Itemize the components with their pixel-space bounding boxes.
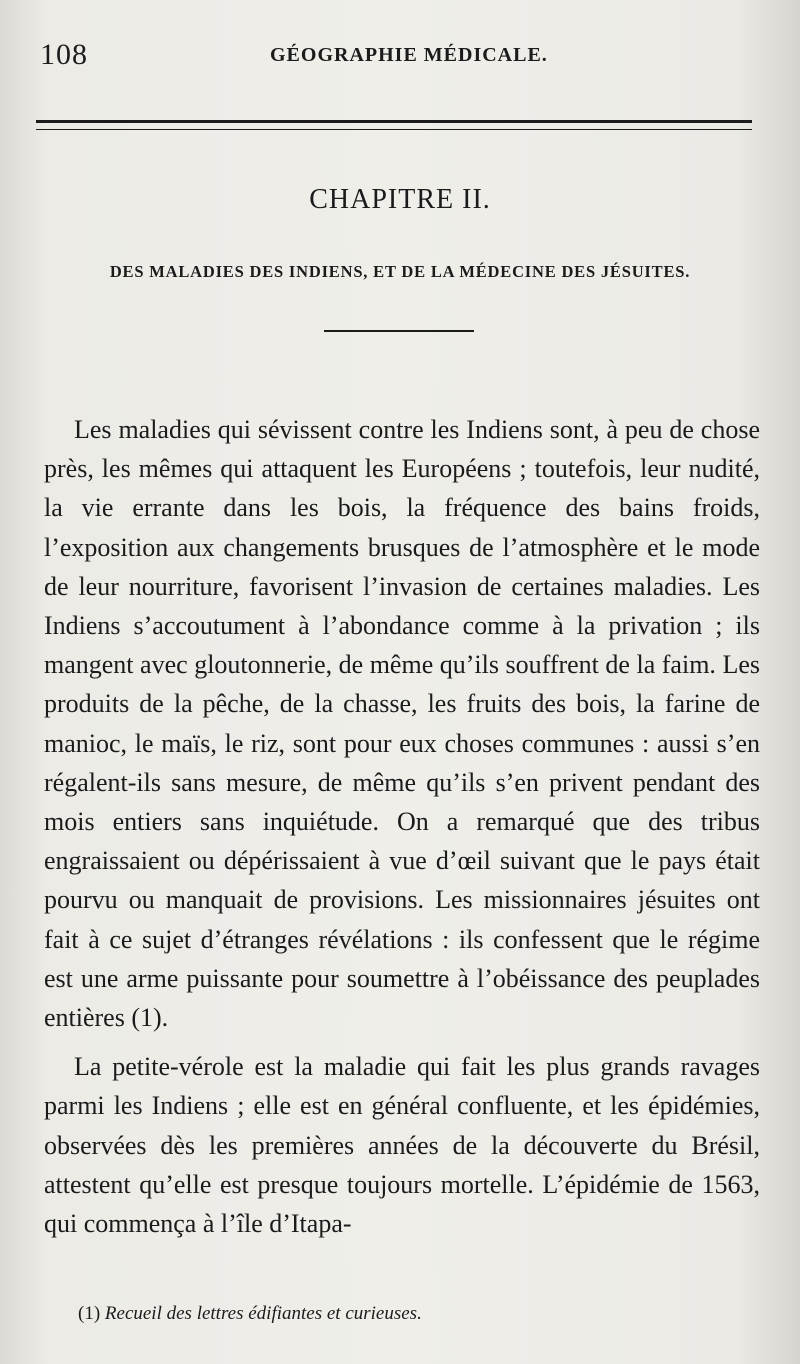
paragraph: Les maladies qui sévissent contre les Indiens sont, à peu de chose près, les mêmes qui attaquent les Européens ; toutefois, leur nudité, la vie errante dans les bois, la fréquence des bains froids, l’exposition aux changements brusques de l’atmosphère et le mode de leur nourriture, favorisent l’invasion de certaines maladies. Les Indiens s’accoutument à l’abondance comme à la privation ; ils mangent avec gloutonnerie, de même qu’ils souffrent de la faim. Les produits de la pêche, de la chasse, les fruits des bois, la farine de manioc, le maïs, le riz, sont pour eux choses communes : aussi s’en régalent-ils sans mesure, de même qu’ils s’en privent pendant des mois entiers sans inquiétude. On a remarqué que des tribus engraissaient ou dépérissaient à vue d’œil suivant que le pays était pourvu ou manquait de provisions. Les missionnaires jésuites ont fait à ce sujet d’étranges révélations : ils confessent que le régime est une arme puissante pour soumettre à l’obéissance des peuplades entières (1). [44,415,760,1033]
page-number: 108 [40,38,88,71]
body-text [44,410,760,1253]
chapter-subtitle: DES MALADIES DES INDIENS, ET DE LA MÉDECINE DES JÉSUITES. [109,262,691,281]
footnote-marker: (1) [78,1303,101,1324]
page-header [40,38,760,78]
chapter-title: CHAPITRE II. [309,184,491,215]
footnote-text: Recueil des lettres édifiantes et curieuses. [104,1303,422,1324]
footnote [78,1303,422,1325]
header-rule [36,120,752,130]
running-title: GÉOGRAPHIE MÉDICALE. [270,44,548,66]
chapter-divider [324,330,474,332]
paragraph: La petite-vérole est la maladie qui fait les plus grands ravages parmi les Indiens ; elle est en général confluente, et les épidémies, observées dès les premières années de la découverte du Brésil, attestent qu’elle est presque toujours mortelle. L’épidémie de 1563, qui commença à l’île d’Itapa- [44,1052,760,1239]
